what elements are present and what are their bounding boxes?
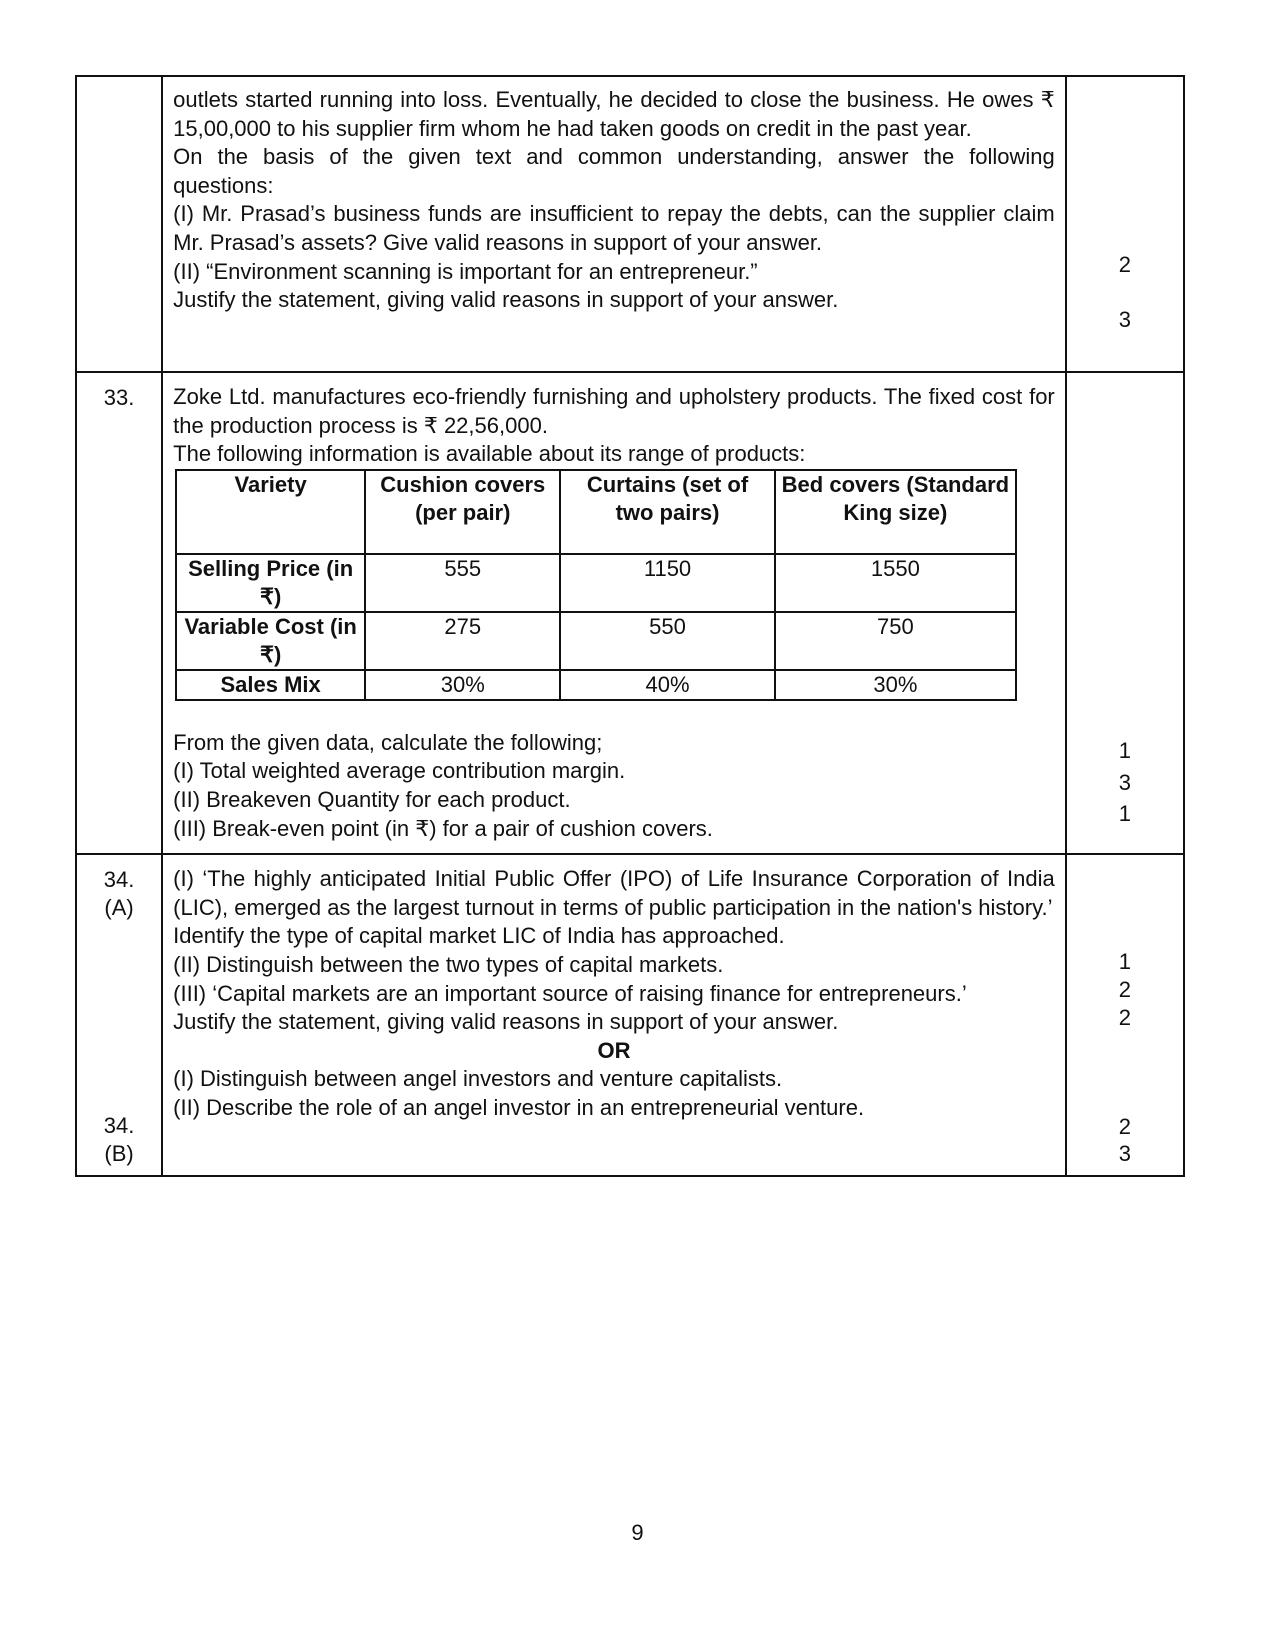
mark: 2 (1118, 252, 1131, 277)
question-text-cell (162, 76, 1066, 372)
table-row (176, 554, 1016, 612)
question-label-b: (B) (104, 1141, 134, 1167)
table-row-label: Sales Mix (176, 670, 365, 700)
question-number-cell (76, 854, 162, 1176)
table-row (176, 670, 1016, 700)
sub-question-2: (II) Breakeven Quantity for each product. (173, 786, 571, 812)
question-table (75, 75, 1185, 1177)
mark: 2 (1118, 1114, 1131, 1140)
identify-text: Identify the type of capital market LIC of India has approached. (173, 923, 785, 949)
sub-question-3: (III) ‘Capital markets are an important source of raising finance for entrepreneurs.’ (173, 980, 967, 1006)
sub-question-2: (II) “Environment scanning is important for an entrepreneur.” (173, 258, 758, 284)
sub-question-1: (I) Total weighted average contribution margin. (173, 758, 626, 784)
mark: 3 (1118, 770, 1131, 795)
question-number-b: 34. (103, 1113, 135, 1139)
table-row-label: Selling Price (in ₹) (176, 554, 365, 612)
marks-cell (1066, 854, 1184, 1176)
question-number-a: 34. (103, 867, 135, 893)
question-row-34 (76, 854, 1184, 1176)
page-number: 9 (631, 1520, 644, 1545)
marks-cell (1066, 372, 1184, 854)
question-number-cell (76, 372, 162, 854)
alt-sub-question-1: (I) Distinguish between angel investors and venture capitalists. (173, 1066, 783, 1092)
table-cell: 1550 (775, 554, 1017, 612)
table-cell: 30% (365, 670, 560, 700)
question-text-cell (162, 854, 1066, 1176)
table-cell: 40% (560, 670, 774, 700)
sub-question-3: (III) Break-even point (in ₹) for a pair of cushion covers. (173, 815, 713, 841)
case-text: outlets started running into loss. Eventually, he decided to close the business. He owes ₹ 15,00,000 to his supplier firm whom he had taken goods on credit in the past year. (173, 87, 1055, 141)
mark: 1 (1118, 949, 1131, 975)
sub-question-1: (I) Mr. Prasad’s business funds are insufficient to repay the debts, can the supplier claim Mr. Prasad’s assets? Give valid reasons in support of your answer. (173, 201, 1055, 255)
or-separator: OR (597, 1037, 631, 1063)
table-row-label: Variable Cost (in ₹) (176, 612, 365, 670)
mark: 3 (1118, 307, 1131, 332)
justify-text: Justify the statement, giving valid reasons in support of your answer. (173, 1009, 839, 1035)
alt-sub-question-2: (II) Describe the role of an angel investor in an entrepreneurial venture. (173, 1094, 865, 1120)
mark: 1 (1118, 801, 1131, 826)
table-row (176, 612, 1016, 670)
instruction-text: On the basis of the given text and common understanding, answer the following questions: (173, 144, 1055, 198)
table-header-cell: Bed covers (Standard King size) (775, 470, 1017, 554)
mark: 2 (1118, 977, 1131, 1003)
sub-question-1: (I) ‘The highly anticipated Initial Public Offer (IPO) of Life Insurance Corporation of India (LIC), emerged as the largest turnout in terms of public participation in the nation's history.’ (173, 866, 1055, 920)
table-cell: 275 (365, 612, 560, 670)
sub-question-2: (II) Distinguish between the two types of capital markets. (173, 951, 724, 977)
question-number-cell (76, 76, 162, 372)
mark: 3 (1118, 1141, 1131, 1167)
question-text-cell (162, 372, 1066, 854)
mark: 1 (1118, 738, 1131, 763)
question-label-a: (A) (104, 895, 134, 921)
table-cell: 1150 (560, 554, 774, 612)
question-row-33 (76, 372, 1184, 854)
intro-text: Zoke Ltd. manufactures eco-friendly furnishing and upholstery products. The fixed cost for the production process is ₹ 22,56,000. (173, 384, 1055, 438)
table-cell: 750 (775, 612, 1017, 670)
table-header-row (176, 470, 1016, 554)
mark: 2 (1118, 1005, 1131, 1031)
table-cell: 550 (560, 612, 774, 670)
question-number: 33. (103, 385, 135, 410)
product-data-table (175, 469, 1017, 701)
table-header-cell: Cushion covers (per pair) (365, 470, 560, 554)
table-header-cell: Variety (176, 470, 365, 554)
marks-cell (1066, 76, 1184, 372)
question-row-continuation (76, 76, 1184, 372)
table-cell: 30% (775, 670, 1017, 700)
table-header-cell: Curtains (set of two pairs) (560, 470, 774, 554)
calc-instruction: From the given data, calculate the following; (173, 729, 603, 755)
intro-text: The following information is available about its range of products: (173, 441, 806, 467)
justify-text: Justify the statement, giving valid reasons in support of your answer. (173, 287, 839, 313)
table-cell: 555 (365, 554, 560, 612)
